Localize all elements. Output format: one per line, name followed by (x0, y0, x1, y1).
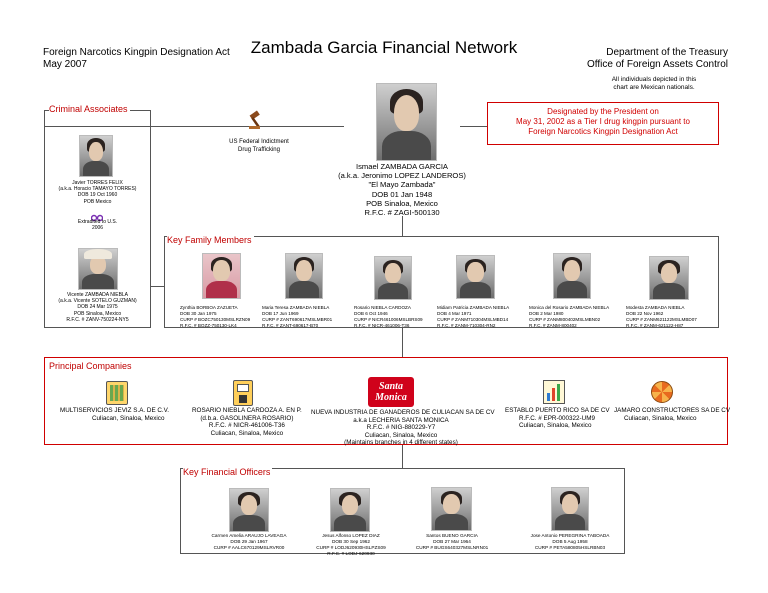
family-photo-3 (374, 256, 412, 300)
family-members-label: Key Family Members (167, 235, 252, 245)
header-right (587, 47, 728, 71)
bar-chart-icon (543, 380, 565, 404)
officer-caption-4: Jose Antonio PEREGRINA TABOADA DOB 5 Aug 1958 CURP # PETA580805HSLRBN03 (530, 533, 610, 550)
kingpin-caption: Ismael ZAMBADA GARCIA (a.k.a. Jeronimo LOPEZ LANDEROS) "El Mayo Zambada" DOB 01 Jan 1948 POB Sinaloa, Mexico R.F.C. # ZAGI-500130 (322, 162, 482, 217)
nationality-note: All individuals depicted in this chart are Mexican nationals. (611, 76, 697, 91)
page-title: Zambada Garcia Financial Network (250, 38, 518, 57)
kingpin-photo (376, 83, 437, 161)
company-caption-5: JAMARO CONSTRUCTORES SA DE CV Culiacan, Sinaloa, Mexico (614, 407, 731, 422)
financial-officers-label: Key Financial Officers (183, 467, 271, 477)
building-icon (106, 381, 128, 405)
criminal-caption-2: Vicente ZAMBADA NIEBLA (a.k.a. Vicente SOTELO GUZMAN) DOB 24 Mar 1975 POB Sinaloa, Mexico R.F.C. # ZANV-750224-NY5 (58, 292, 137, 323)
officer-caption-3: Santos BUENO GARCIA DOB 27 Mar 1964 CURP # BUGS640327MSLNRN01 (415, 533, 489, 550)
criminal-associates-label: Criminal Associates (49, 104, 128, 114)
santa-monica-logo: Santa Monica (368, 377, 414, 407)
family-photo-1 (202, 253, 241, 299)
extradition-note: Extradited to U.S. 2006 (77, 219, 118, 232)
family-photo-6 (649, 256, 689, 300)
family-photo-4 (456, 255, 495, 299)
family-photo-5 (553, 253, 591, 299)
family-caption-5: Monica del Rosario ZAMBADA NIEBLA DOB 2 Mar 1980 CURP # ZANM800402MSLMBN02 R.F.C. # ZANM-800402 (529, 305, 610, 328)
officer-photo-4 (551, 487, 589, 531)
criminal-photo-1 (79, 135, 113, 177)
handcuffs-icon (91, 209, 103, 217)
construction-wheel-icon (651, 381, 673, 403)
designation-box: Designated by the President on May 31, 2002 as a Tier I drug kingpin pursuant to Foreign Narcotics Kingpin Designation Act (487, 102, 719, 145)
family-caption-2: Maria Teresa ZAMBADA NIEBLA DOB 17 Jun 1969 CURP # ZANT690617MSLMBR01 R.F.C. # ZANT-690617-B70 (262, 305, 333, 328)
gavel-icon (248, 110, 266, 130)
indictment-caption: US Federal Indictment Drug Trafficking (229, 139, 289, 153)
officer-caption-2: Jesus Alfonso LOPEZ DIAZ DOB 30 Sep 1962 CURP # LODJ620930HSLPZS09 R.F.C. # LODJ-620930 (316, 533, 386, 556)
family-caption-3: Rosario NIEBLA CARDOZA DOB 6 Oct 1946 CURP # NICR461006MSLBRS09 R.F.C. # NICR-461006-T36 (354, 305, 423, 328)
report-date: May 2007 (43, 59, 87, 70)
criminal-caption-1: Javier TORRES FELIX (a.k.a. Horacio TAMAYO TORRES) DOB 19 Oct 1960 POB Mexico (58, 180, 137, 205)
office-name: Office of Foreign Assets Control (587, 59, 728, 70)
gas-station-icon (233, 380, 253, 406)
company-caption-2: ROSARIO NIEBLA CARDOZA A. EN P. (d.b.a. GASOLINERA ROSARIO) R.F.C. # NICR-461006-T36 Culiacan, Sinaloa, Mexico (192, 407, 302, 437)
kingpin-name: Ismael ZAMBADA GARCIA (356, 162, 448, 171)
connector-line (150, 286, 164, 287)
company-caption-1: MULTISERVICIOS JEVIZ S.A. DE C.V. Culiacan, Sinaloa, Mexico (60, 407, 170, 422)
officer-photo-1 (229, 488, 269, 532)
family-caption-6: Modesta ZAMBADA NIEBLA DOB 22 Nov 1962 CURP # ZANM621122MSLMBD07 R.F.C. # ZANM-621122-H87 (626, 305, 697, 328)
principal-companies-label: Principal Companies (49, 361, 132, 371)
connector-line (402, 216, 403, 236)
officer-caption-1: Carmen Amelia ARAUJO LAVEAGA DOB 29 Jan 1967 CURP # AALC670129MSLRVR00 (211, 533, 287, 550)
connector-line (402, 444, 403, 468)
connector-line (402, 328, 403, 357)
company-caption-4: ESTABLO PUERTO RICO SA DE CV R.F.C. # EPR-000322-UM9 Culiacan, Sinaloa, Mexico (505, 407, 610, 430)
criminal-photo-2 (78, 248, 118, 290)
family-caption-4: Midiam Patricia ZAMBADA NIEBLA DOB 4 Mar 1971 CURP # ZANM710304MSLMBD14 R.F.C. # ZANM-710304-RN2 (437, 305, 510, 328)
officer-photo-3 (431, 487, 472, 531)
connector-line (460, 126, 488, 127)
agency-name: Department of the Treasury (606, 47, 728, 58)
company-caption-3: NUEVA INDUSTRIA DE GANADEROS DE CULIACAN SA DE CV a.k.a LECHERIA SANTA MONICA R.F.C. # NIG-880229-Y7 Culiacan, Sinaloa, Mexico (Maintains branches in 4 different states) (311, 409, 495, 447)
officer-photo-2 (330, 488, 370, 532)
family-caption-1: Zynthia BORBOA ZAZUETA DOB 30 Jan 1975 CURP # BOZC750130MSLRZN09 R.F.C. # BOZZ-750130-LK4 (180, 305, 251, 328)
family-photo-2 (285, 253, 323, 299)
act-name: Foreign Narcotics Kingpin Designation Act (43, 47, 230, 58)
